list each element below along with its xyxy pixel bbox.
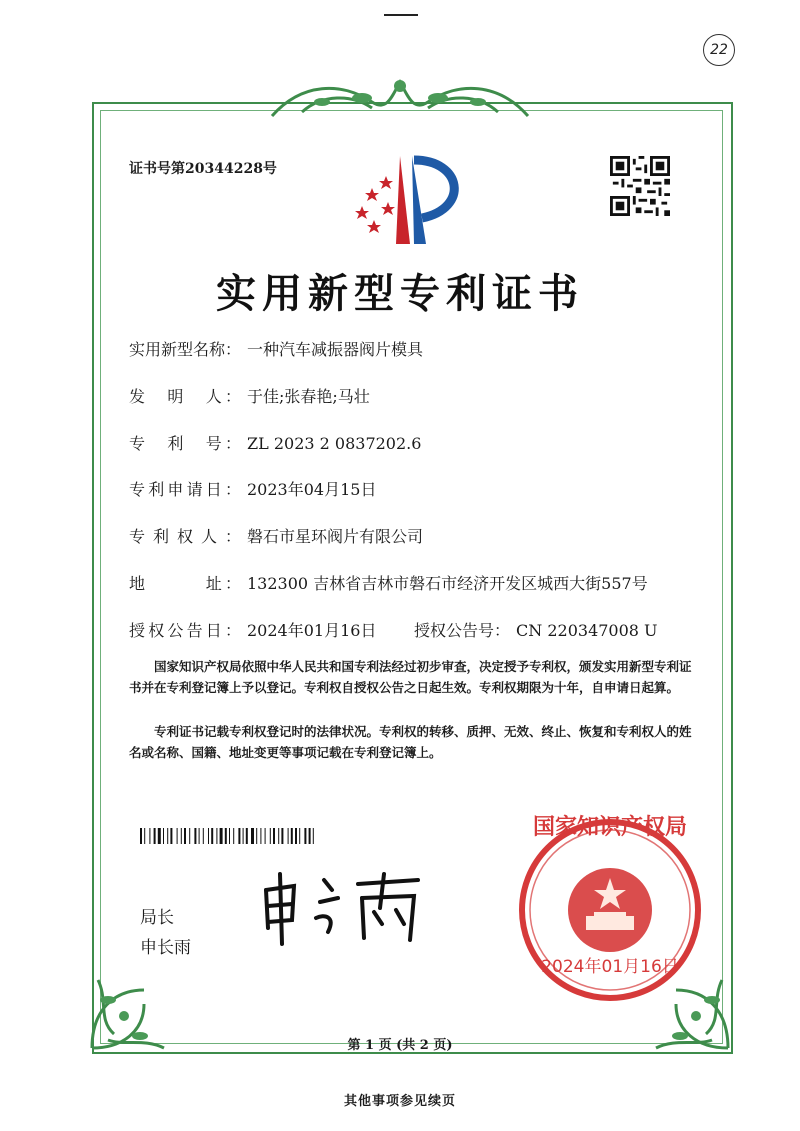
grant-number-value: CN 220347008 U xyxy=(516,621,658,640)
patent-number-row xyxy=(129,431,421,454)
certificate-number: 证书号第20344228号 xyxy=(129,161,277,177)
inventor-value: 于佳;张春艳;马壮 xyxy=(247,387,370,406)
patentee-label: 专利权人： xyxy=(129,527,241,546)
legal-status-paragraph: 专利证书记载专利权登记时的法律状况。专利权的转移、质押、无效、终止、恢复和专利权人的姓名或名称、国籍、地址变更等事项记载在专利登记簿上。 xyxy=(129,724,692,760)
director-name: 申长雨 xyxy=(140,938,191,958)
handwritten-page-number: 22 xyxy=(703,34,735,66)
seal-date: 2024年01月16日 xyxy=(541,957,679,977)
filing-date-value: 2023年04月15日 xyxy=(247,480,377,499)
certificate-title: 实用新型专利证书 xyxy=(216,271,584,317)
continued-note: 其他事项参见续页 xyxy=(343,1094,456,1109)
barcode-icon xyxy=(140,828,370,844)
inventor-label: 发 明 人： xyxy=(129,387,241,406)
top-mark xyxy=(384,14,418,16)
cnipa-logo-icon xyxy=(352,148,472,248)
patentee-value: 磐石市星环阀片有限公司 xyxy=(247,527,424,546)
qr-code-icon xyxy=(610,156,670,216)
top-ornament-icon xyxy=(262,72,538,124)
grant-date-row xyxy=(129,618,376,641)
grant-number-label: 授权公告号： xyxy=(414,621,511,640)
utility-name-value: 一种汽车减振器阀片模具 xyxy=(247,340,424,359)
director-signature-icon xyxy=(258,868,428,948)
grant-number-row xyxy=(414,618,658,641)
grant-date-value: 2024年01月16日 xyxy=(247,621,377,640)
director-title: 局长 xyxy=(140,908,174,928)
address-row xyxy=(129,571,648,594)
utility-name-label: 实用新型名称： xyxy=(129,340,242,359)
patentee-row xyxy=(129,524,423,547)
filing-date-label: 专利申请日： xyxy=(129,480,241,499)
page-info: 第 1 页 (共 2 页) xyxy=(347,1038,453,1053)
grant-date-label: 授权公告日： xyxy=(129,621,241,640)
address-value: 132300 吉林省吉林市磐石市经济开发区城西大街557号 xyxy=(247,574,648,593)
address-label: 地 址： xyxy=(129,574,241,593)
patent-number-value: ZL 2023 2 0837202.6 xyxy=(247,434,422,453)
inventor-row xyxy=(129,384,370,407)
patent-number-label: 专 利 号： xyxy=(129,434,241,453)
official-seal-icon xyxy=(512,812,708,1008)
grant-statement-paragraph: 国家知识产权局依照中华人民共和国专利法经过初步审查，决定授予专利权，颁发实用新型专利证书并在专利登记簿上予以登记。专利权自授权公告之日起生效。专利权期限为十年，自申请日起算。 xyxy=(129,659,692,695)
filing-date-row xyxy=(129,477,376,500)
utility-name-row xyxy=(129,337,423,360)
seal-text: 国家知识产权局 xyxy=(532,815,688,840)
